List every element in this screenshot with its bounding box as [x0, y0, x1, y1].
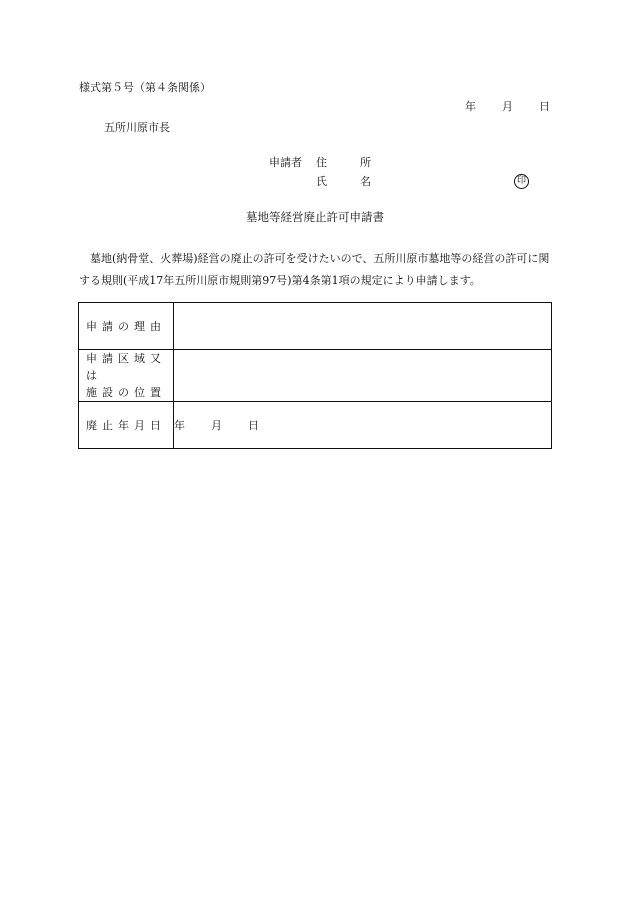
form-number: 様式第５号（第４条関係） — [79, 81, 211, 94]
table-row — [79, 303, 552, 350]
address-label — [316, 157, 371, 168]
table-row — [79, 402, 552, 449]
closure-month: 月 — [211, 419, 222, 432]
value-closure-date[interactable] — [174, 402, 552, 449]
value-reason[interactable] — [174, 303, 552, 350]
value-location[interactable] — [174, 350, 552, 402]
label-location-line2: 施設の位置 — [86, 386, 166, 399]
closure-day: 日 — [248, 419, 259, 432]
label-reason: 申請の理由 — [79, 303, 174, 350]
closure-year: 年 — [174, 419, 185, 432]
date-day: 日 — [539, 100, 550, 113]
seal-mark: 印 — [514, 174, 529, 189]
date-year: 年 — [465, 100, 476, 113]
address-label-char-2: 所 — [360, 156, 371, 169]
body-text: 墓地(納骨堂、火葬場)経営の廃止の許可を受けたいので、五所川原市墓地等の経営の許可に関する規則(平成17年五所川原市規則第97号)第4条第1項の規定により申請します。 — [79, 252, 550, 287]
document-title: 墓地等経営廃止許可申請書 — [246, 210, 384, 224]
date-month: 月 — [502, 100, 513, 113]
table-row — [79, 350, 552, 402]
name-label-char-2: 名 — [360, 175, 371, 188]
name-label — [316, 176, 371, 187]
label-closure-date: 廃止年月日 — [79, 402, 174, 449]
label-location-line1: 申請区域又は — [86, 352, 166, 382]
applicant-label: 申請者 — [269, 156, 302, 169]
application-table — [78, 302, 552, 449]
addressee: 五所川原市長 — [104, 121, 170, 134]
label-location — [79, 350, 174, 402]
name-label-char-1: 氏 — [316, 175, 327, 188]
date-line — [465, 101, 550, 112]
address-label-char-1: 住 — [316, 156, 327, 169]
